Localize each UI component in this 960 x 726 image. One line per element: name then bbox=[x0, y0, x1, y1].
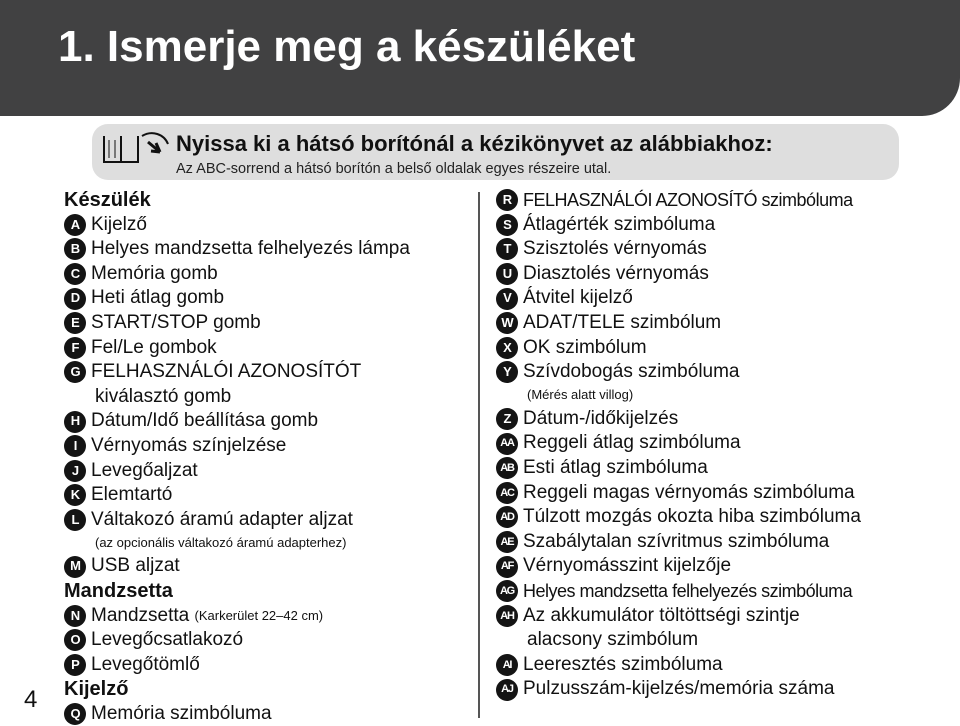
list-item bbox=[496, 431, 861, 456]
letter-badge: J bbox=[64, 460, 86, 482]
letter-badge: AJ bbox=[496, 679, 518, 701]
item-label: Túlzott mozgás okozta hiba szimbóluma bbox=[523, 506, 861, 528]
letter-badge: AG bbox=[496, 580, 518, 602]
letter-badge: AI bbox=[496, 654, 518, 676]
list-item bbox=[496, 530, 861, 555]
column-divider bbox=[478, 192, 480, 718]
list-item bbox=[64, 628, 410, 653]
list-item bbox=[496, 188, 861, 213]
list-item bbox=[64, 360, 410, 385]
list-item bbox=[64, 604, 410, 629]
item-label: Szabálytalan szívritmus szimbóluma bbox=[523, 530, 830, 552]
list-item bbox=[64, 213, 410, 238]
list-item bbox=[496, 554, 861, 579]
item-label: Reggeli magas vérnyomás szimbóluma bbox=[523, 481, 855, 503]
letter-badge: Y bbox=[496, 361, 518, 383]
item-label: Memória gomb bbox=[91, 262, 218, 284]
item-label: Esti átlag szimbóluma bbox=[523, 456, 708, 478]
letter-badge: F bbox=[64, 337, 86, 359]
item-label: Leeresztés szimbóluma bbox=[523, 653, 723, 675]
item-label: Elemtartó bbox=[91, 484, 173, 506]
item-label: Szisztolés vérnyomás bbox=[523, 238, 707, 260]
item-label: USB aljzat bbox=[91, 555, 180, 577]
list-item bbox=[496, 213, 861, 238]
list-item bbox=[64, 434, 410, 459]
item-label: Kijelző bbox=[91, 213, 147, 235]
item-label: Diasztolés vérnyomás bbox=[523, 262, 709, 284]
letter-badge: X bbox=[496, 337, 518, 359]
letter-badge: I bbox=[64, 435, 86, 457]
item-label: Heti átlag gomb bbox=[91, 287, 225, 309]
item-label: Váltakozó áramú adapter aljzat bbox=[91, 508, 353, 530]
item-label: ADAT/TELE szimbólum bbox=[523, 311, 722, 333]
item-label: FELHASZNÁLÓI AZONOSÍTÓ szimbóluma bbox=[523, 190, 853, 210]
list-item bbox=[64, 286, 410, 311]
list-item bbox=[496, 407, 861, 432]
item-label: Átvitel kijelző bbox=[523, 287, 633, 309]
list-item bbox=[64, 336, 410, 361]
letter-badge: S bbox=[496, 214, 518, 236]
item-note: (Mérés alatt villog) bbox=[527, 387, 634, 403]
page-number: 4 bbox=[24, 686, 38, 713]
item-note: (az opcionális váltakozó áramú adapterhez) bbox=[95, 535, 347, 551]
list-item bbox=[64, 554, 410, 579]
list-item bbox=[64, 459, 410, 484]
notice-title: Nyissa ki a hátsó borítónál a kézikönyvet az alábbiakhoz: bbox=[176, 131, 773, 156]
list-item bbox=[496, 677, 861, 702]
letter-badge: AF bbox=[496, 556, 518, 578]
letter-badge: AH bbox=[496, 605, 518, 627]
item-label: Mandzsetta bbox=[91, 604, 190, 626]
list-item bbox=[64, 409, 410, 434]
letter-badge: B bbox=[64, 238, 86, 260]
left-column bbox=[64, 188, 410, 726]
section-heading-device: Készülék bbox=[64, 189, 151, 211]
list-item bbox=[64, 702, 410, 726]
letter-badge: T bbox=[496, 238, 518, 260]
item-label: Levegőcsatlakozó bbox=[91, 629, 244, 651]
right-column bbox=[496, 188, 861, 702]
list-item bbox=[496, 579, 861, 604]
letter-badge: AE bbox=[496, 531, 518, 553]
page-title: 1. Ismerje meg a készüléket bbox=[58, 22, 636, 71]
list-item bbox=[496, 456, 861, 481]
list-item bbox=[496, 360, 861, 385]
letter-badge: A bbox=[64, 214, 86, 236]
list-item bbox=[496, 604, 861, 629]
letter-badge: AD bbox=[496, 506, 518, 528]
list-item bbox=[496, 237, 861, 262]
letter-badge: K bbox=[64, 484, 86, 506]
letter-badge: AA bbox=[496, 433, 518, 455]
list-item bbox=[496, 262, 861, 287]
letter-badge: W bbox=[496, 312, 518, 334]
item-label-continued: kiválasztó gomb bbox=[95, 385, 232, 407]
letter-badge: D bbox=[64, 288, 86, 310]
letter-badge: P bbox=[64, 654, 86, 676]
list-item bbox=[496, 336, 861, 361]
list-item bbox=[496, 286, 861, 311]
list-item bbox=[64, 483, 410, 508]
item-label: Szívdobogás szimbóluma bbox=[523, 361, 740, 383]
letter-badge: AC bbox=[496, 482, 518, 504]
item-suffix: (Karkerület 22–42 cm) bbox=[194, 607, 324, 623]
item-label: Reggeli átlag szimbóluma bbox=[523, 432, 741, 454]
item-label-continued: alacsony szimbólum bbox=[527, 629, 699, 651]
letter-badge: R bbox=[496, 189, 518, 211]
item-label: Vérnyomásszint kijelzője bbox=[523, 555, 732, 577]
list-item bbox=[64, 653, 410, 678]
letter-badge: L bbox=[64, 509, 86, 531]
item-label: FELHASZNÁLÓI AZONOSÍTÓT bbox=[91, 361, 362, 383]
item-label: Pulzusszám-kijelzés/memória száma bbox=[523, 678, 835, 700]
letter-badge: M bbox=[64, 556, 86, 578]
item-label: Levegőaljzat bbox=[91, 459, 198, 481]
letter-badge: Q bbox=[64, 703, 86, 725]
item-label: Dátum-/időkijelzés bbox=[523, 407, 679, 429]
book-fold-icon bbox=[98, 130, 172, 166]
item-label: Dátum/Idő beállítása gomb bbox=[91, 410, 319, 432]
item-label: Helyes mandzsetta felhelyezés lámpa bbox=[91, 238, 410, 260]
item-label: Az akkumulátor töltöttségi szintje bbox=[523, 604, 800, 626]
list-item bbox=[496, 481, 861, 506]
letter-badge: U bbox=[496, 263, 518, 285]
letter-badge: N bbox=[64, 605, 86, 627]
letter-badge: H bbox=[64, 411, 86, 433]
letter-badge: G bbox=[64, 361, 86, 383]
item-label: OK szimbólum bbox=[523, 336, 647, 358]
item-label: Vérnyomás színjelzése bbox=[91, 434, 287, 456]
item-label: Helyes mandzsetta felhelyezés szimbóluma bbox=[523, 580, 853, 601]
list-item bbox=[496, 653, 861, 678]
item-label: Fel/Le gombok bbox=[91, 336, 217, 358]
letter-badge: AB bbox=[496, 457, 518, 479]
list-item bbox=[496, 505, 861, 530]
section-heading-display: Kijelző bbox=[64, 678, 129, 701]
letter-badge: V bbox=[496, 288, 518, 310]
list-item bbox=[64, 237, 410, 262]
list-item bbox=[496, 311, 861, 336]
letter-badge: C bbox=[64, 263, 86, 285]
section-heading-cuff: Mandzsetta bbox=[64, 579, 173, 602]
item-label: START/STOP gomb bbox=[91, 311, 261, 333]
item-label: Átlagérték szimbóluma bbox=[523, 213, 716, 235]
letter-badge: E bbox=[64, 312, 86, 334]
header-banner bbox=[0, 0, 960, 116]
list-item bbox=[64, 311, 410, 336]
list-item bbox=[64, 262, 410, 287]
list-item bbox=[64, 508, 410, 533]
item-label: Levegőtömlő bbox=[91, 653, 200, 675]
letter-badge: Z bbox=[496, 408, 518, 430]
item-label: Memória szimbóluma bbox=[91, 702, 272, 724]
letter-badge: O bbox=[64, 629, 86, 651]
notice-subtitle: Az ABC-sorrend a hátsó borítón a belső oldalak egyes részeire utal. bbox=[176, 161, 612, 177]
